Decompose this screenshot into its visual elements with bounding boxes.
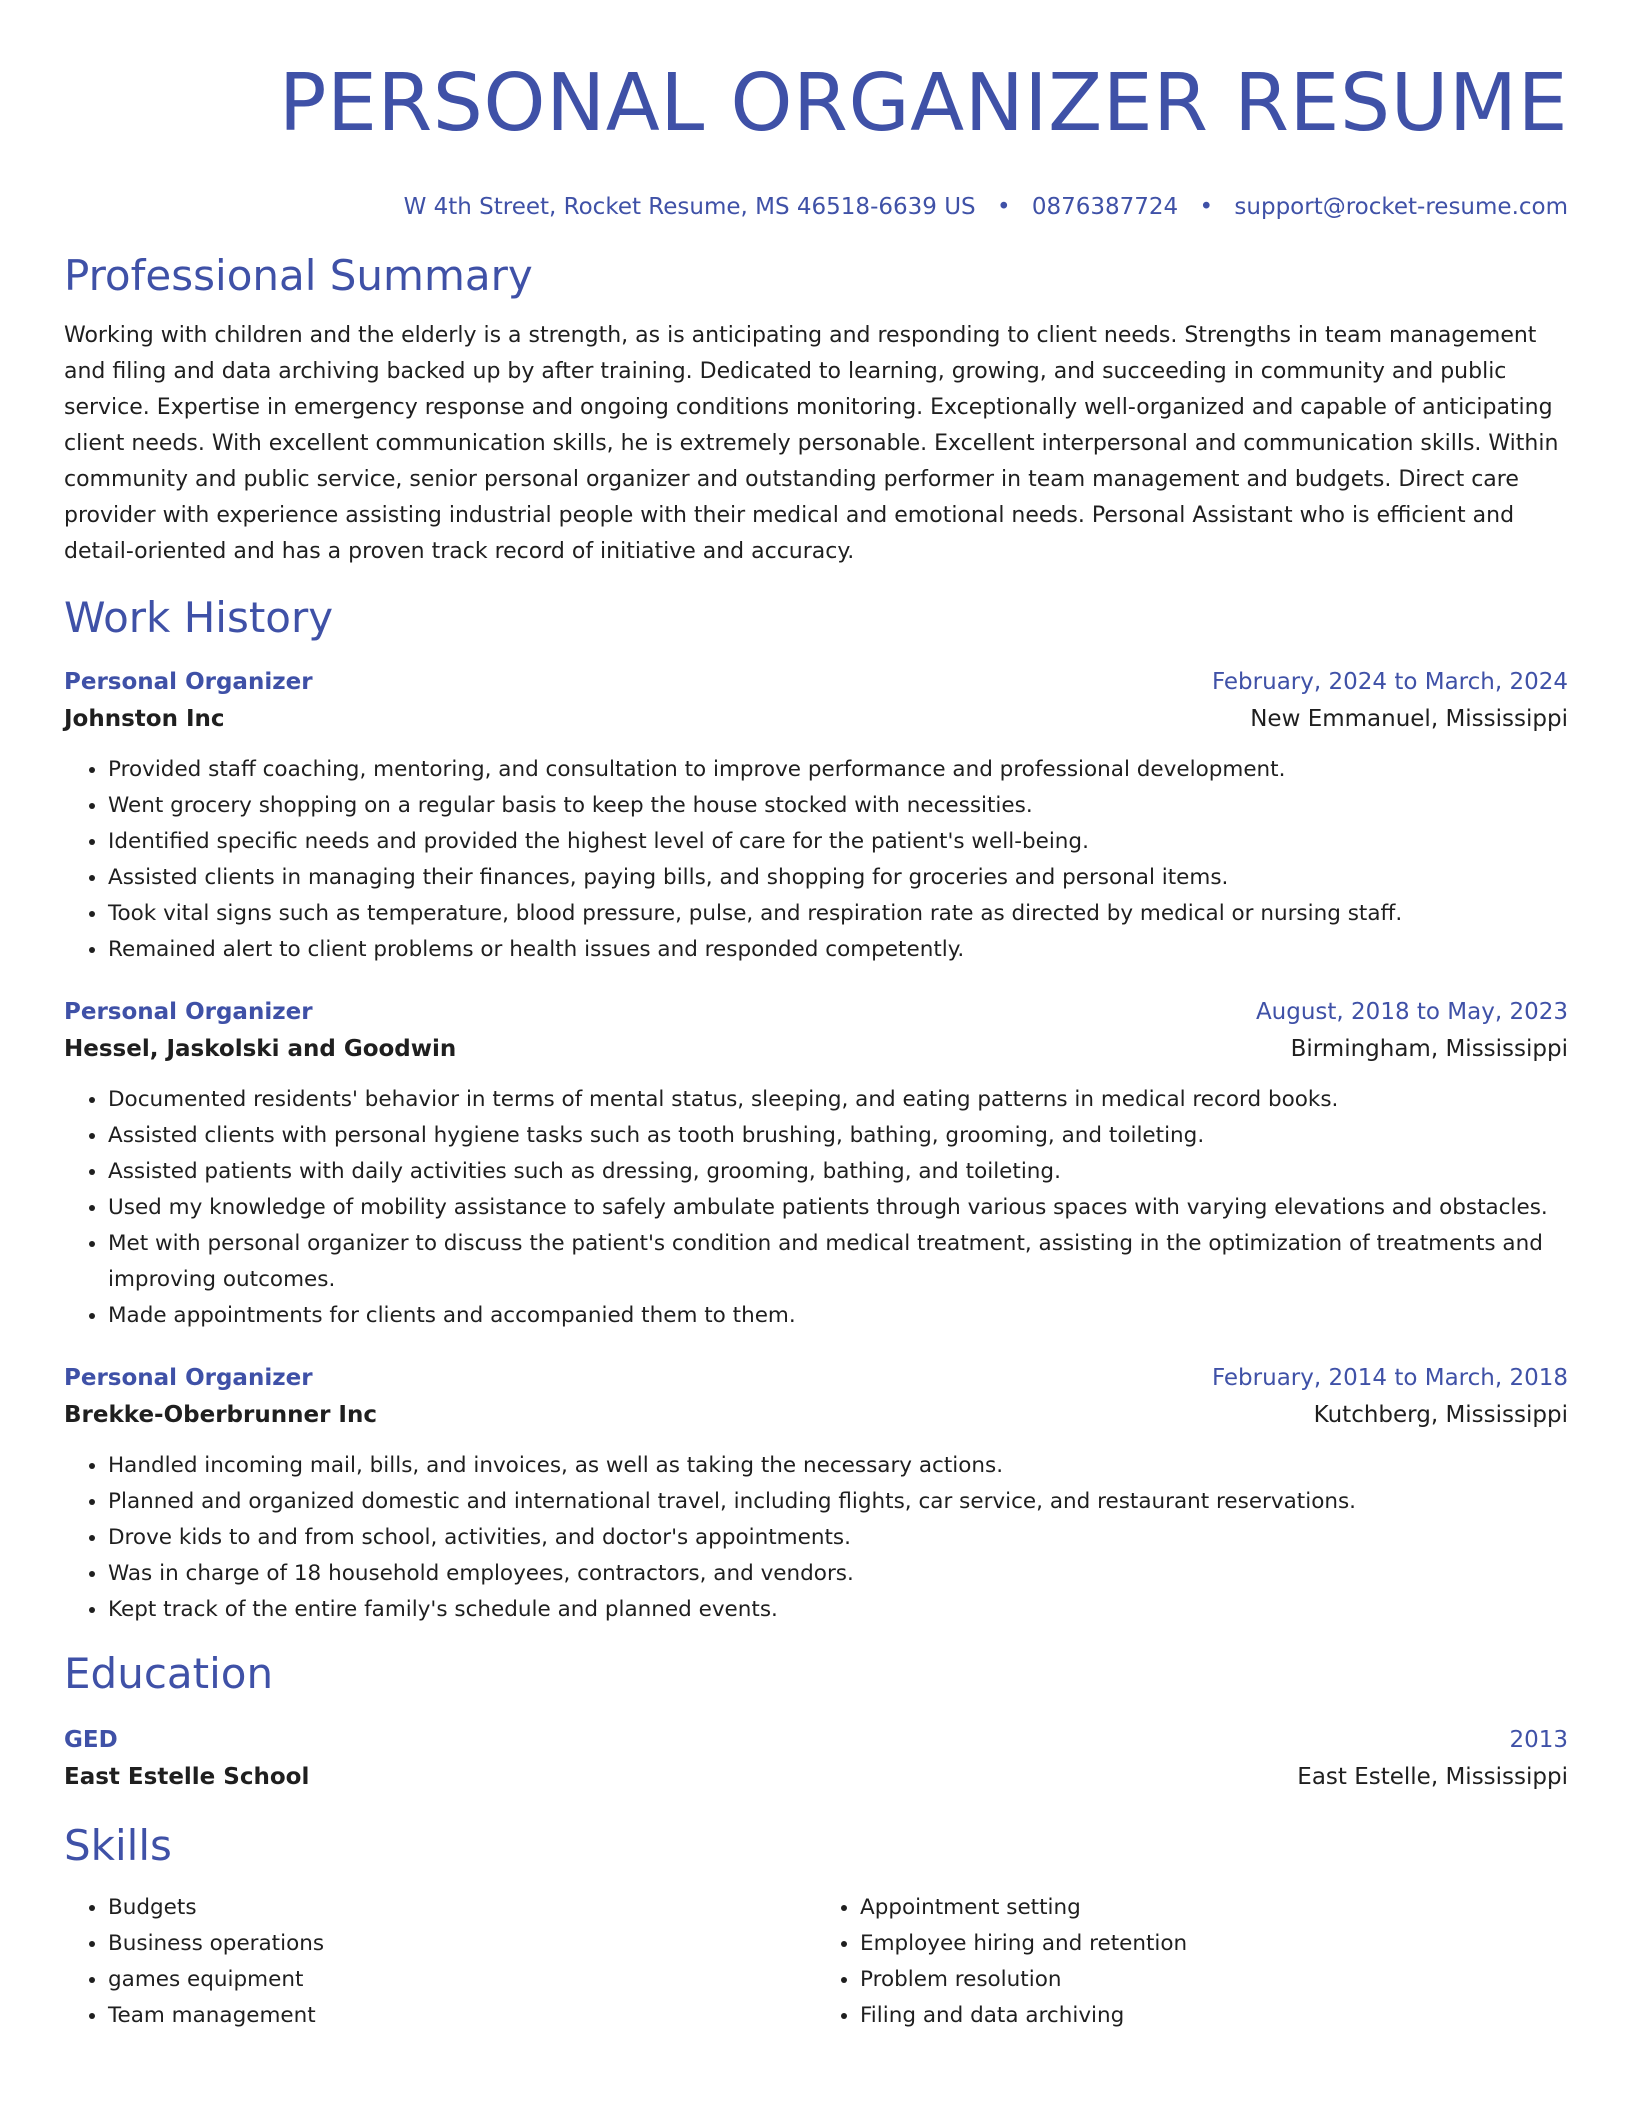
job-header-row xyxy=(64,994,1568,1030)
job-company-row xyxy=(64,700,1568,738)
list-item: • Was in charge of 18 household employees, contractors, and vendors. xyxy=(108,1556,1568,1592)
list-item: • Planned and organized domestic and international travel, including flights, car service, and restaurant reservations. xyxy=(108,1484,1568,1520)
job-bullets xyxy=(64,1082,1568,1334)
skill-item: • Appointment setting xyxy=(860,1890,1568,1926)
job-dates: February, 2014 to March, 2018 xyxy=(1211,1365,1568,1391)
skills-heading: Skills xyxy=(64,1821,172,1870)
education-header-row xyxy=(64,1722,1568,1758)
job-title: Personal Organizer xyxy=(64,669,313,695)
job-dates: August, 2018 to May, 2023 xyxy=(1255,999,1568,1025)
job-location: Kutchberg, Mississippi xyxy=(1313,1402,1568,1428)
job-header-row xyxy=(64,664,1568,700)
job-company-row xyxy=(64,1396,1568,1434)
education-heading: Education xyxy=(64,1649,274,1698)
skill-item: • Filing and data archiving xyxy=(860,1998,1568,2034)
skills-columns xyxy=(64,1890,1568,2034)
job-entry xyxy=(64,664,1568,968)
company-name: Johnston Inc xyxy=(64,706,225,732)
job-dates: February, 2024 to March, 2024 xyxy=(1211,669,1568,695)
job-bullets xyxy=(64,752,1568,968)
summary-heading: Professional Summary xyxy=(64,251,533,300)
summary-text: Working with children and the elderly is a strength, as is anticipating and responding to client needs. Strengths in team management and filing and data archiving backed up by after training. Dedicated to learning, growing, and succeeding in community and public service. Expertise in emergency response and ongoing conditions monitoring. Exceptionally well-organized and capable of anticipating client needs. With excellent communication skills, he is extremely personable. Excellent interpersonal and communication skills. Within community and public service, senior personal organizer and outstanding performer in team management and budgets. Direct care provider with experience assisting industrial people with their medical and emotional needs. Personal Assistant who is efficient and detail-oriented and has a proven track record of initiative and accuracy. xyxy=(64,323,1559,564)
school-name: East Estelle School xyxy=(64,1764,310,1790)
email-link[interactable]: support@rocket-resume.com xyxy=(1234,194,1568,220)
graduation-year: 2013 xyxy=(1509,1727,1568,1753)
job-title: Personal Organizer xyxy=(64,1365,313,1391)
skill-item: • Problem resolution xyxy=(860,1962,1568,1998)
separator-dot: • xyxy=(996,194,1011,220)
skills-list-right xyxy=(816,1890,1568,2034)
education-entry xyxy=(64,1722,1568,1796)
skills-list-left xyxy=(64,1890,816,2034)
job-company-row xyxy=(64,1030,1568,1068)
work-history-heading: Work History xyxy=(64,593,334,642)
list-item: • Assisted patients with daily activities such as dressing, grooming, bathing, and toileting. xyxy=(108,1154,1568,1190)
separator-dot: • xyxy=(1199,194,1214,220)
skill-item: • Budgets xyxy=(108,1890,816,1926)
skill-item: • Employee hiring and retention xyxy=(860,1926,1568,1962)
education-section xyxy=(64,1648,1568,1796)
list-item: • Took vital signs such as temperature, blood pressure, pulse, and respiration rate as directed by medical or nursing staff. xyxy=(108,896,1568,932)
list-item: • Identified specific needs and provided the highest level of care for the patient's well-being. xyxy=(108,824,1568,860)
job-bullets xyxy=(64,1448,1568,1628)
list-item: • Provided staff coaching, mentoring, and consultation to improve performance and professional development. xyxy=(108,752,1568,788)
list-item: • Kept track of the entire family's schedule and planned events. xyxy=(108,1592,1568,1628)
list-item: • Assisted clients with personal hygiene tasks such as tooth brushing, bathing, grooming, and toileting. xyxy=(108,1118,1568,1154)
list-item: • Used my knowledge of mobility assistance to safely ambulate patients through various spaces with varying elevations and obstacles. xyxy=(108,1190,1568,1226)
skill-item: • games equipment xyxy=(108,1962,816,1998)
education-school-row xyxy=(64,1758,1568,1796)
list-item: • Remained alert to client problems or health issues and responded competently. xyxy=(108,932,1568,968)
skill-item: • Team management xyxy=(108,1998,816,2034)
job-location: New Emmanuel, Mississippi xyxy=(1250,706,1568,732)
list-item: • Went grocery shopping on a regular basis to keep the house stocked with necessities. xyxy=(108,788,1568,824)
job-location: Birmingham, Mississippi xyxy=(1290,1036,1568,1062)
list-item: • Documented residents' behavior in terms of mental status, sleeping, and eating patterns in medical record books. xyxy=(108,1082,1568,1118)
list-item: • Made appointments for clients and accompanied them to them. xyxy=(108,1298,1568,1334)
work-history-section xyxy=(64,592,1568,1628)
resume-title: PERSONAL ORGANIZER RESUME xyxy=(278,57,1568,149)
list-item: • Handled incoming mail, bills, and invoices, as well as taking the necessary actions. xyxy=(108,1448,1568,1484)
job-title: Personal Organizer xyxy=(64,999,313,1025)
skill-item: • Business operations xyxy=(108,1926,816,1962)
skills-section xyxy=(64,1820,1568,2034)
school-location: East Estelle, Mississippi xyxy=(1297,1764,1568,1790)
job-header-row xyxy=(64,1360,1568,1396)
list-item: • Met with personal organizer to discuss the patient's condition and medical treatment, assisting in the optimization of treatments and improving outcomes. xyxy=(108,1226,1568,1298)
degree: GED xyxy=(64,1727,118,1753)
list-item: • Assisted clients in managing their finances, paying bills, and shopping for groceries and personal items. xyxy=(108,860,1568,896)
job-entry xyxy=(64,1360,1568,1628)
job-entry xyxy=(64,994,1568,1334)
phone: 0876387724 xyxy=(1031,194,1179,220)
company-name: Hessel, Jaskolski and Goodwin xyxy=(64,1036,457,1062)
resume-header xyxy=(64,48,1568,222)
address: W 4th Street, Rocket Resume, MS 46518-6639 US xyxy=(403,194,976,220)
summary-section xyxy=(64,250,1568,570)
contact-line xyxy=(64,192,1568,222)
company-name: Brekke-Oberbrunner Inc xyxy=(64,1402,377,1428)
list-item: • Drove kids to and from school, activities, and doctor's appointments. xyxy=(108,1520,1568,1556)
